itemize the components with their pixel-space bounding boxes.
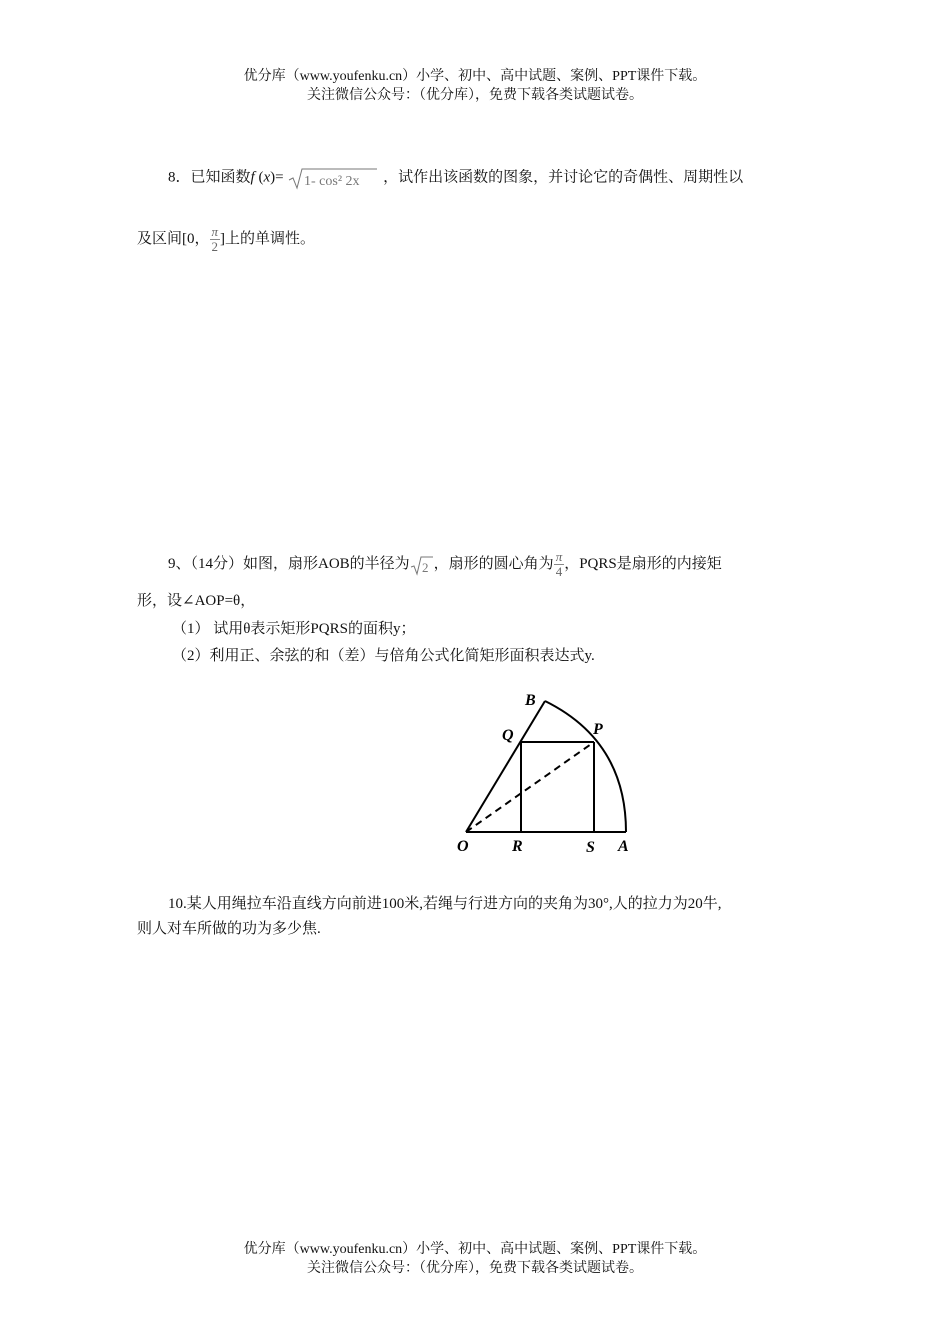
q8-paren-open: ( xyxy=(254,169,264,186)
question-9-part-1: （1） 试用θ表示矩形PQRS的面积y； xyxy=(172,621,416,637)
header-line-2: 关注微信公众号：（优分库），免费下载各类试题试卷。 xyxy=(307,88,643,103)
label-r: R xyxy=(512,838,523,855)
q9-sqrt-value: 2 xyxy=(421,559,429,575)
arc-ab xyxy=(545,701,626,832)
question-8-line-1 xyxy=(168,166,743,190)
q8-line2-tail: ]上的单调性。 xyxy=(220,230,316,247)
q9-frac-den: 4 xyxy=(555,564,563,579)
label-p: P xyxy=(593,721,603,738)
footer-line-1: 优分库（www.youfenku.cn）小学、初中、高中试题、案例、PPT课件下载。 xyxy=(243,1242,707,1257)
q9-tail: ，PQRS是扇形的内接矩 xyxy=(564,555,722,572)
label-b: B xyxy=(525,692,536,709)
radical-sign-icon xyxy=(287,166,379,190)
question-10-line-2: 则人对车所做的功为多少焦. xyxy=(137,921,321,937)
q8-lead: 8．已知函数 xyxy=(168,169,251,186)
header-line-1: 优分库（www.youfenku.cn）小学、初中、高中试题、案例、PPT课件下载。 xyxy=(243,69,707,84)
question-10-line-1: 10.某人用绳拉车沿直线方向前进100米,若绳与行进方向的夹角为30°,人的拉力为20牛, xyxy=(168,896,722,912)
page-footer xyxy=(0,1240,950,1278)
question-9-part-2: （2）利用正、余弦的和（差）与倍角公式化简矩形面积表达式y. xyxy=(172,648,595,664)
q9-fraction xyxy=(554,550,565,579)
q8-fx: f xyxy=(250,169,255,186)
q9-sqrt xyxy=(410,553,434,576)
question-9-line-2: 形，设∠AOP=θ， xyxy=(137,593,256,609)
q8-frac-den: 2 xyxy=(211,239,218,254)
q8-tail: ，试作出该函数的图象，并讨论它的奇偶性、周期性以 xyxy=(383,169,744,186)
q9-lead: 9、（14分）如图，扇形AOB的半径为 xyxy=(168,555,410,572)
page-header xyxy=(0,67,950,105)
q8-radicand: 1- cos² 2x xyxy=(304,174,360,189)
q8-x: x xyxy=(263,169,271,186)
label-o: O xyxy=(457,838,469,855)
label-a: A xyxy=(618,838,629,855)
question-9-line-1 xyxy=(168,550,722,579)
q9-mid: ，扇形的圆心角为 xyxy=(433,555,554,572)
radius-ob xyxy=(466,701,545,832)
sector-figure xyxy=(440,685,650,860)
q8-fraction xyxy=(210,225,221,254)
footer-line-2: 关注微信公众号：（优分库），免费下载各类试题试卷。 xyxy=(307,1261,643,1276)
label-s: S xyxy=(586,839,595,856)
q8-line2-lead: 及区间[0， xyxy=(137,230,210,247)
dashed-op xyxy=(466,742,594,832)
q9-frac-num: π xyxy=(555,549,563,564)
q8-sqrt-expression xyxy=(287,166,379,190)
label-q: Q xyxy=(502,727,514,744)
q8-paren-close: )= xyxy=(270,169,284,186)
q8-frac-num: π xyxy=(211,224,219,239)
question-8-line-2 xyxy=(137,225,315,254)
radical-sign-icon xyxy=(410,554,434,576)
